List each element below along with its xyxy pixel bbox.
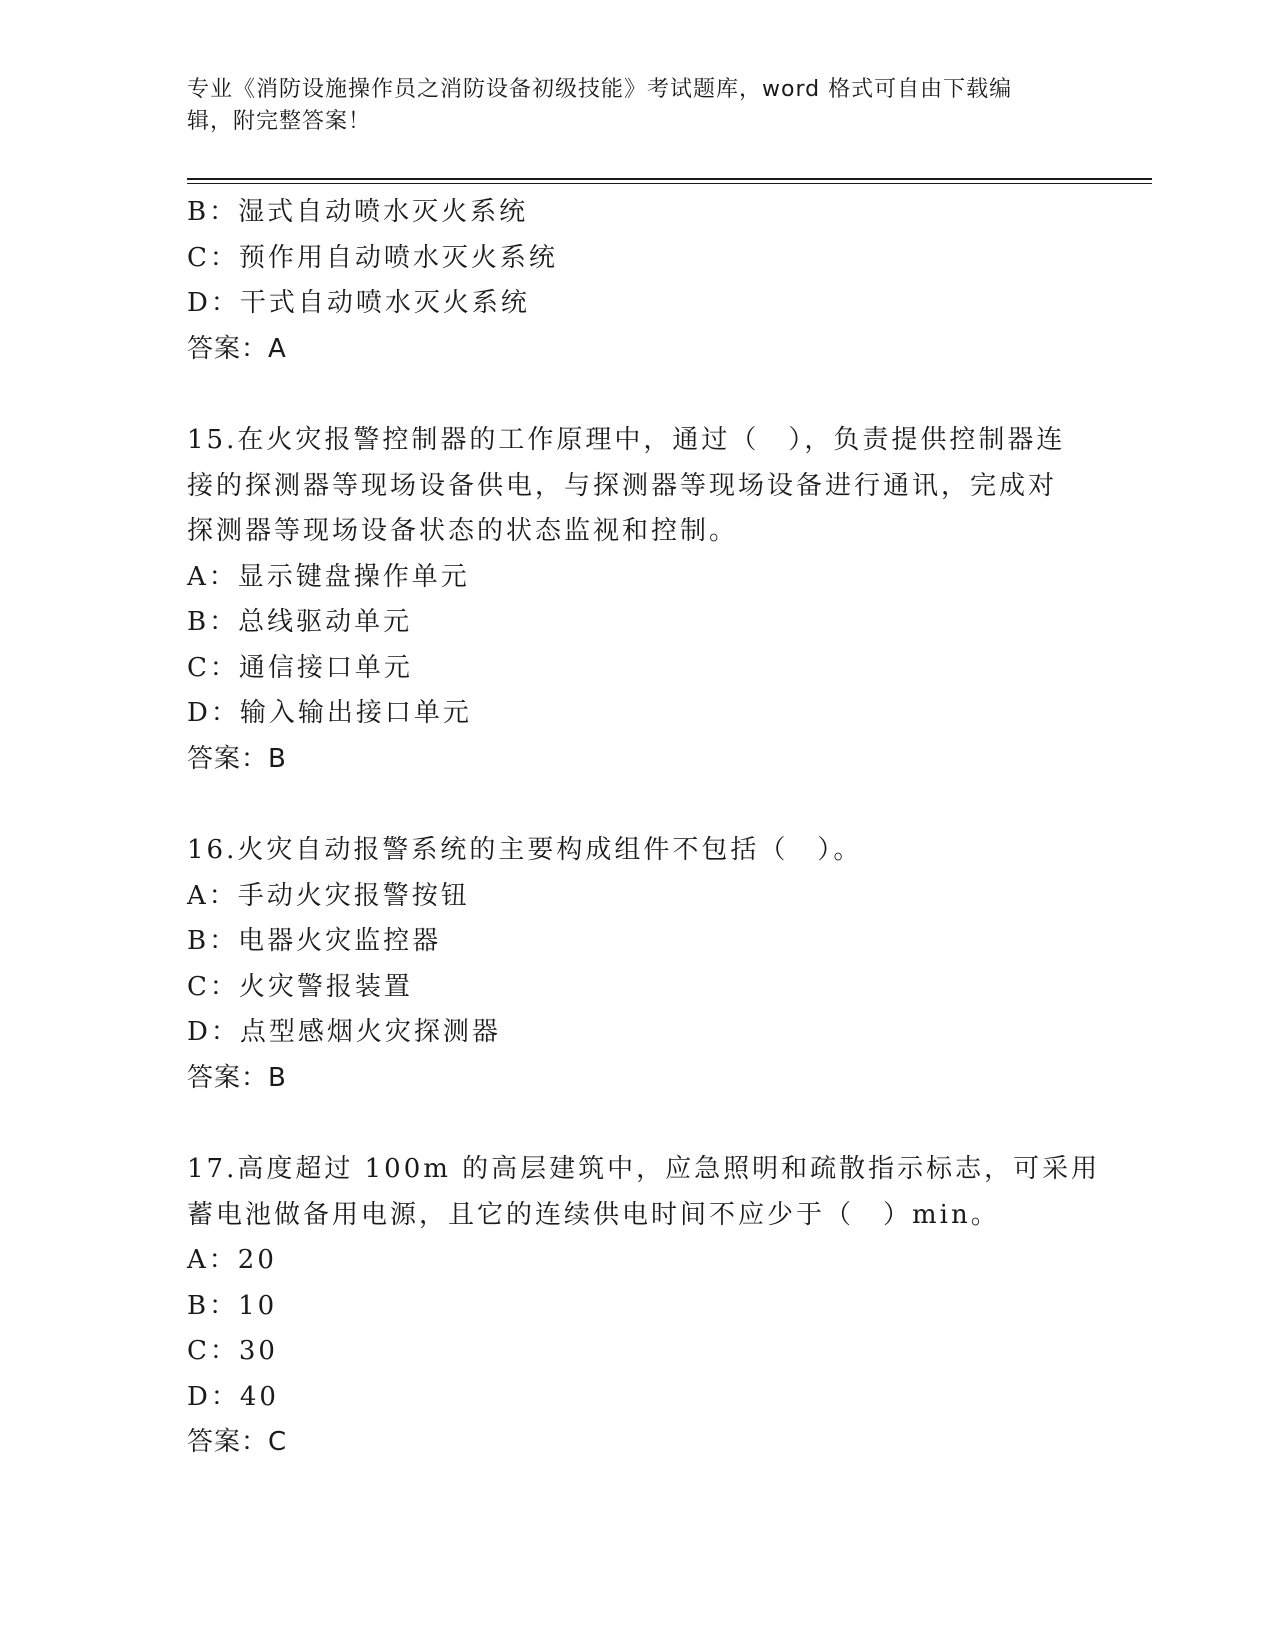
option-d: D：点型感烟火灾探测器 [187,1017,501,1047]
answer-line: 答案：B [187,1062,287,1093]
question-block-15 [187,418,1087,782]
option-a: A：20 [187,1245,277,1275]
question-stem: 接的探测器等现场设备供电，与探测器等现场设备进行通讯，完成对 [187,470,1058,501]
spacer [187,1101,1087,1147]
option-c: C：通信接口单元 [187,652,413,683]
option-b: B：电器火灾监控器 [187,926,442,956]
option-d: D：输入输出接口单元 [187,698,472,728]
answer-line: 答案：B [187,743,287,774]
option-c: C：火灾警报装置 [187,971,413,1002]
option-a: A：手动火灾报警按钮 [187,880,470,911]
option-c: C：预作用自动喷水灭火系统 [187,242,558,273]
document-header [187,74,1067,138]
answer-line: 答案：A [187,333,287,364]
spacer [187,372,1087,418]
question-block-16 [187,828,1087,1101]
question-stem: 17.高度超过 100m 的高层建筑中，应急照明和疏散指示标志，可采用 [187,1154,1101,1184]
question-stem: 15.在火灾报警控制器的工作原理中，通过（ ），负责提供控制器连 [187,425,1066,455]
question-block-14 [187,190,1087,372]
option-b: B：湿式自动喷水灭火系统 [187,197,529,227]
question-list [187,190,1101,1466]
header-divider [187,178,1152,180]
header-line: 专业《消防设施操作员之消防设备初级技能》考试题库，word 格式可自由下载编 [187,77,1013,102]
option-d: D：干式自动喷水灭火系统 [187,288,530,318]
header-line: 辑，附完整答案！ [187,109,372,134]
spacer [187,782,1087,828]
question-block-17 [187,1147,1101,1466]
option-a: A：显示键盘操作单元 [187,561,470,592]
question-stem: 16.火灾自动报警系统的主要构成组件不包括（ ）。 [187,835,863,865]
question-stem: 探测器等现场设备状态的状态监视和控制。 [187,516,739,546]
answer-line: 答案：C [187,1427,288,1457]
option-d: D：40 [187,1381,279,1412]
option-c: C：30 [187,1336,278,1366]
header-divider-thin [187,183,1152,184]
option-b: B：10 [187,1290,278,1321]
option-b: B：总线驱动单元 [187,607,413,637]
question-stem: 蓄电池做备用电源，且它的连续供电时间不应少于（ ）min。 [187,1199,1000,1230]
